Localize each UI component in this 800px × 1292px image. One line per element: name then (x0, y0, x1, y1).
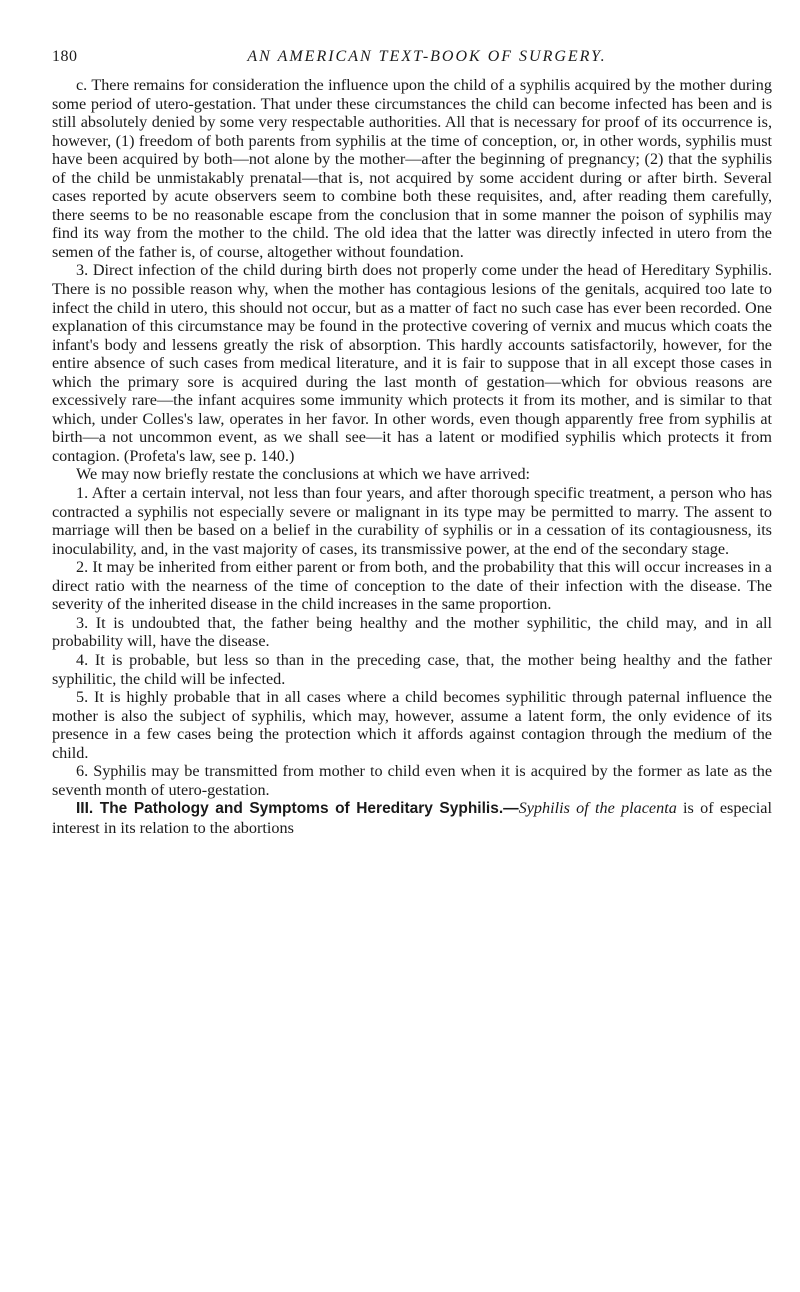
paragraph: 2. It may be inherited from either parent or from both, and the probability that this will occur increases in a direct ratio with the nearness of the time of conception to the date of their infection with the disease. The severity of the inherited disease in the child increases in the same proportion. (52, 558, 772, 614)
paragraph-text: is of especial interest in its relation to the abortions (52, 799, 772, 837)
italic-term: Syphilis of the placenta (518, 799, 677, 818)
paragraph: 3. Direct infection of the child during birth does not properly come under the head of Hereditary Syphilis. There is no possible reason why, when the mother has contagious lesions of the genitals, acquired too late to infect the child in utero, this should not occur, but as a matter of fact no such case has ever been recorded. One explanation of this circumstance may be found in the protective covering of vernix and mucus which coats the infant's body and lessens greatly the risk of absorption. This hardly accounts satisfactorily, however, for the entire absence of such cases from medical literature, and it is fair to suppose that in all except those cases in which the primary sore is acquired during the last month of gestation—which for obvious reasons are excessively rare—the infant acquires some immunity which protects it from its mother, and is similar to that which, under Colles's law, operates in her favor. In other words, even though apparently free from syphilis at birth—a not uncommon event, as we shall see—it has a latent or modified syphilis which protects it from contagion. (Profeta's law, see p. 140.) (52, 261, 772, 465)
body-text (52, 76, 772, 837)
section-heading: III. The Pathology and Symptoms of Hereditary Syphilis.— (76, 800, 519, 818)
paragraph: 5. It is highly probable that in all cases where a child becomes syphilitic through paternal influence the mother is also the subject of syphilis, which may, however, assume a latent form, the only evidence of its presence in a few cases being the protection which it affords against contagion through the medium of the child. (52, 688, 772, 762)
running-head (52, 48, 772, 68)
paragraph: 4. It is probable, but less so than in the preceding case, that, the mother being healthy and the father syphilitic, the child will be infected. (52, 650, 772, 688)
page-number: 180 (52, 48, 78, 65)
paragraph: 1. After a certain interval, not less than four years, and after thorough specific treatment, a person who has contracted a syphilis not especially severe or malignant in its type may be permitted to marry. The assent to marriage will then be based on a belief in the curability of syphilis or in a cessation of its contagiousness, its inoculability, and, in the vast majority of cases, its transmissive power, at the end of the secondary stage. (52, 484, 772, 558)
section-paragraph (52, 799, 772, 837)
paragraph: c. There remains for consideration the influence upon the child of a syphilis acquired by the mother during some period of utero-gestation. That under these circumstances the child can become infected has been and is still absolutely denied by some very respectable authorities. All that is necessary for proof of its occurrence is, however, (1) freedom of both parents from syphilis at the time of conception, or, in other words, syphilis must have been acquired by both—not alone by the mother—after the beginning of pregnancy; (2) that the syphilis of the child be unmistakably prenatal—that is, not acquired by some accident during or after birth. Several cases reported by acute observers seem to combine both these requisites, and, after reading them carefully, there seems to be no reasonable escape from the conclusion that in some manner the poison of syphilis may find its way from the mother to the child. The old idea that the latter was directly infected in utero from the semen of the father is, of course, altogether without foundation. (52, 76, 772, 261)
paragraph: 3. It is undoubted that, the father being healthy and the mother syphilitic, the child may, and in all probability will, have the disease. (52, 613, 772, 651)
book-title: AN AMERICAN TEXT-BOOK OF SURGERY. (247, 48, 607, 65)
paragraph: 6. Syphilis may be transmitted from mother to child even when it is acquired by the former as late as the seventh month of utero-gestation. (52, 762, 772, 799)
paragraph: We may now briefly restate the conclusions at which we have arrived: (76, 465, 531, 484)
